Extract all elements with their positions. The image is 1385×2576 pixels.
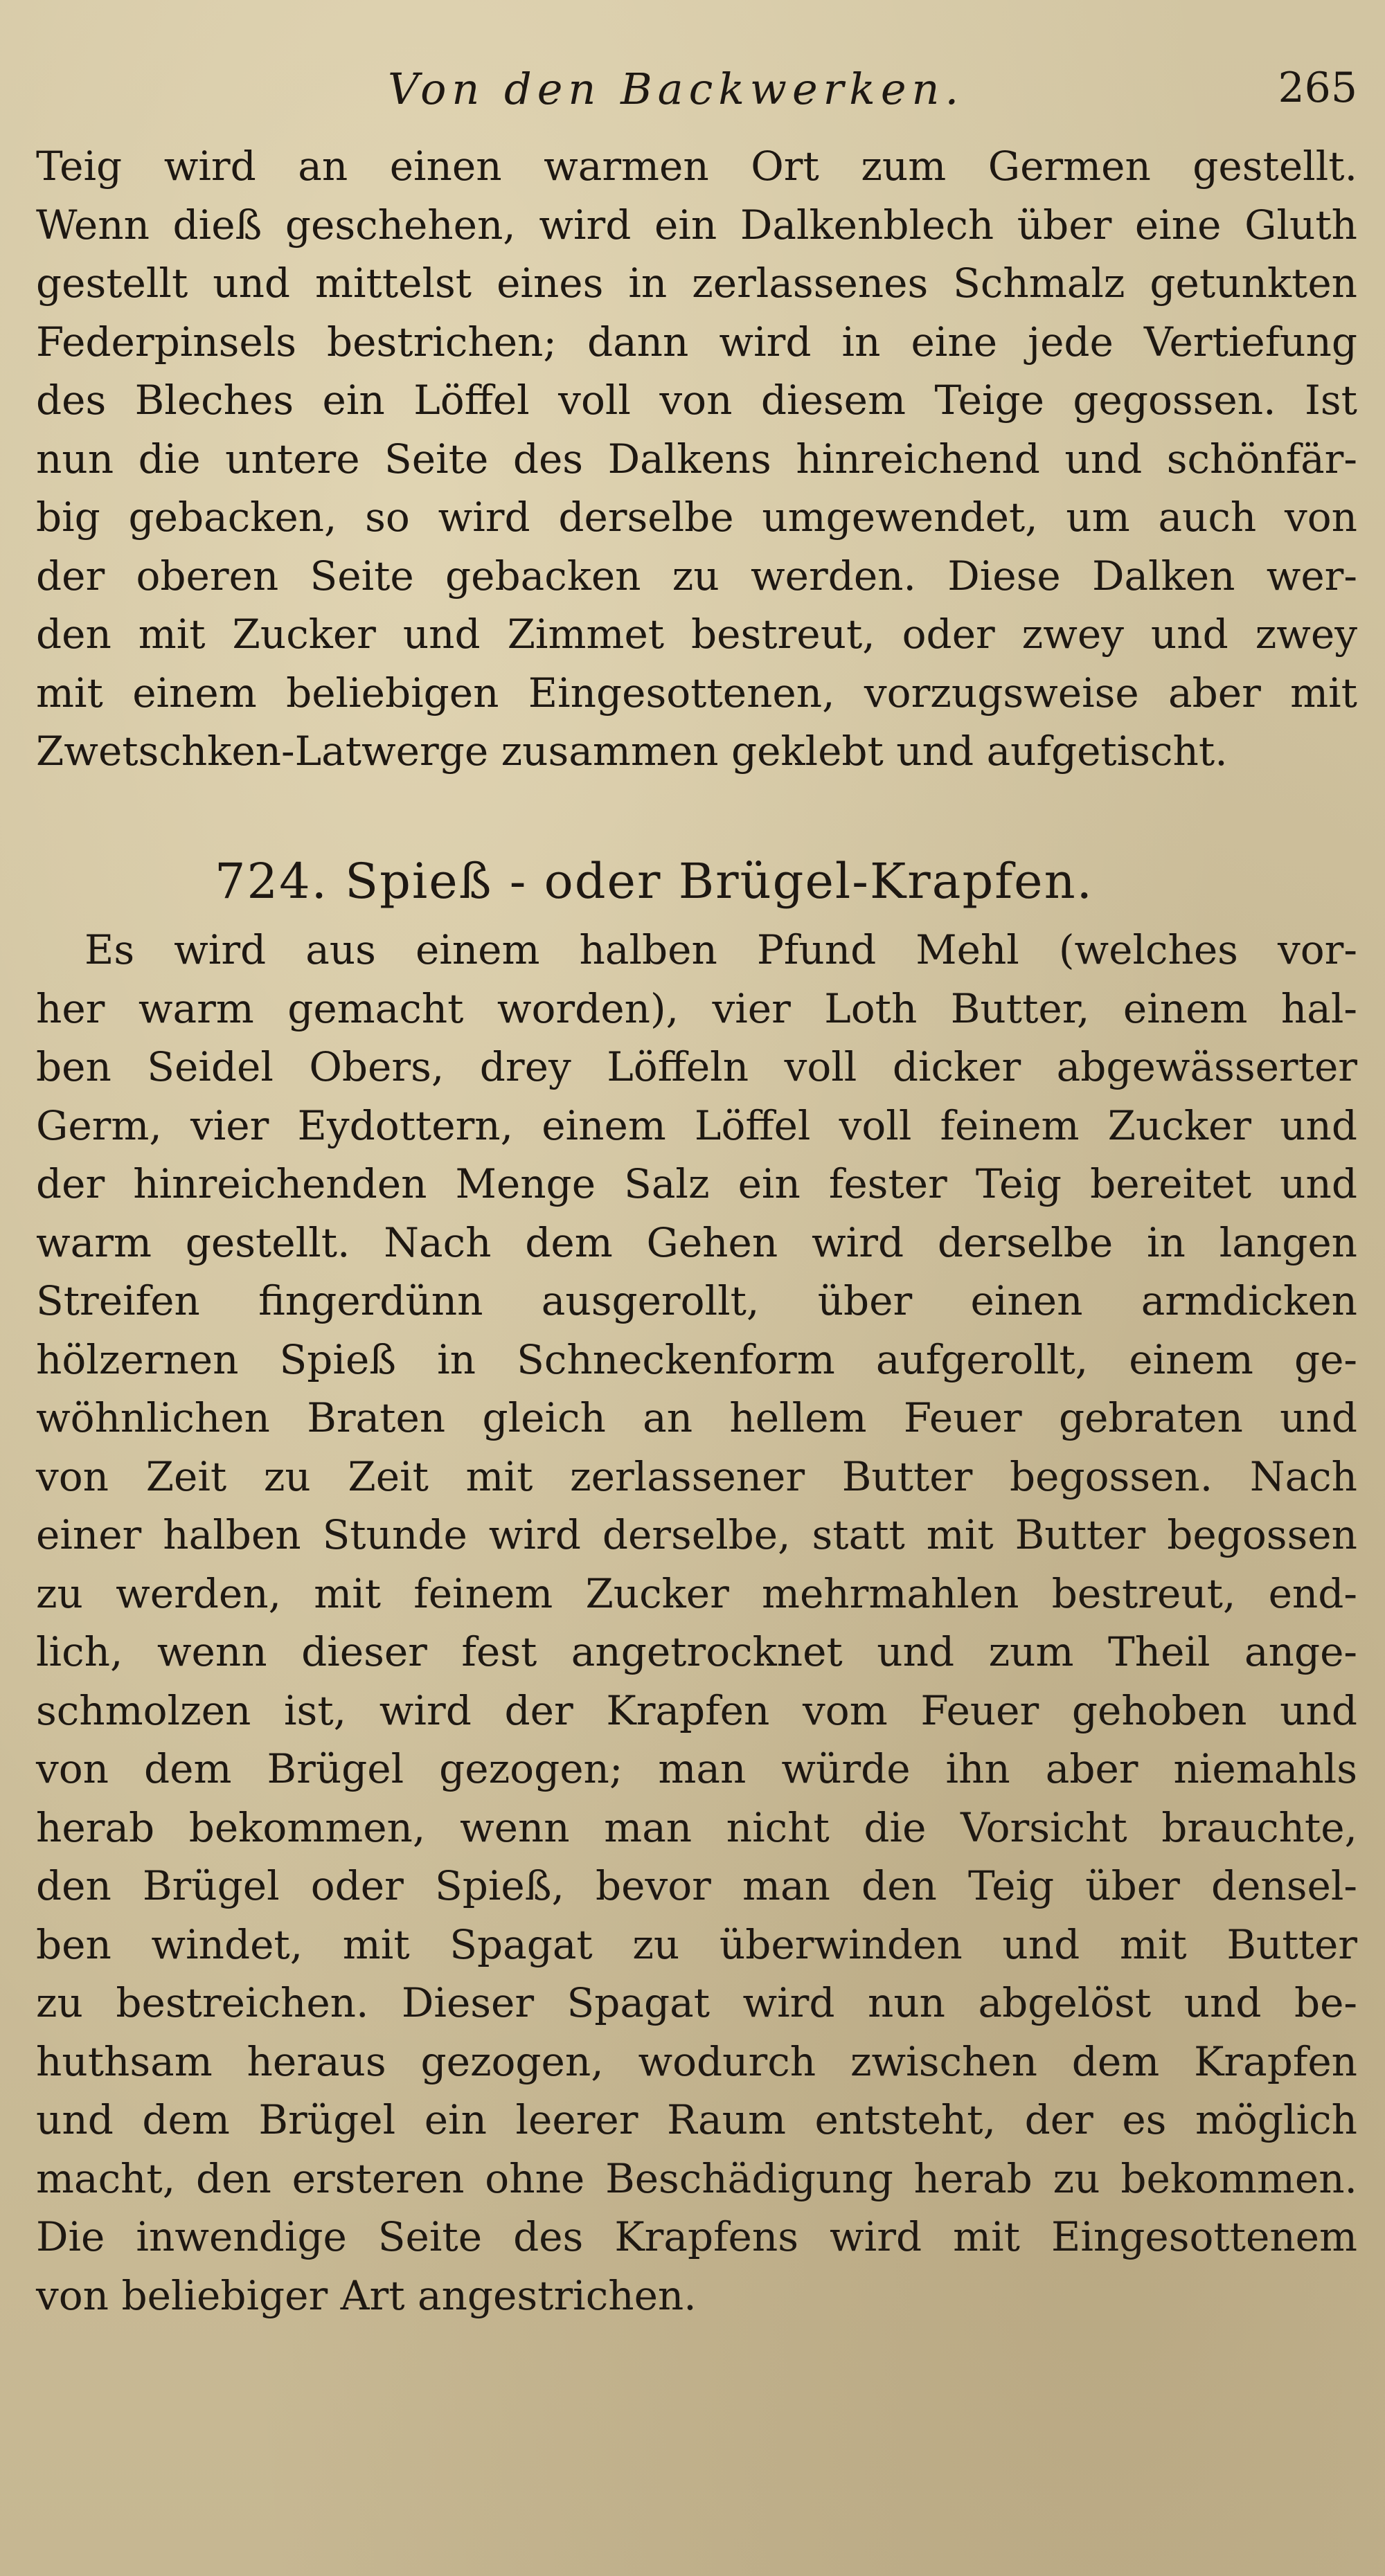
text-line: big gebacken, so wird derselbe umgewendet, um auch von xyxy=(36,494,1357,541)
text-line: Es wird aus einem halben Pfund Mehl (welches vor- xyxy=(84,926,1357,973)
text-line: lich, wenn dieser fest angetrocknet und zum Theil ange- xyxy=(36,1628,1357,1675)
text-line: hölzernen Spieß in Schneckenform aufgerollt, einem ge- xyxy=(36,1335,1357,1383)
text-line: zu werden, mit feinem Zucker mehrmahlen bestreut, end- xyxy=(36,1569,1357,1617)
text-line: Teig wird an einen warmen Ort zum Germen gestellt. xyxy=(36,143,1357,190)
text-line: Wenn dieß geschehen, wird ein Dalkenblech über eine Gluth xyxy=(36,201,1357,249)
text-line: wöhnlichen Braten gleich an hellem Feuer gebraten und xyxy=(36,1394,1357,1441)
text-line: ben Seidel Obers, drey Löffeln voll dicker abgewässerter xyxy=(36,1043,1357,1090)
text-line: ben windet, mit Spagat zu überwinden und mit Butter xyxy=(36,1920,1357,1968)
text-line: her warm gemacht worden), vier Loth Butter, einem hal- xyxy=(36,984,1357,1032)
text-line: der hinreichenden Menge Salz ein fester Teig bereitet und xyxy=(36,1160,1357,1207)
text-line: den Brügel oder Spieß, bevor man den Teig über densel- xyxy=(36,1862,1357,1909)
paragraph-continuation xyxy=(36,137,1357,781)
text-line: mit einem beliebigen Eingesottenen, vorzugsweise aber mit xyxy=(36,669,1357,717)
text-line: Germ, vier Eydottern, einem Löffel voll feinem Zucker und xyxy=(36,1101,1357,1149)
text-line: nun die untere Seite des Dalkens hinreichend und schönfär- xyxy=(36,435,1357,483)
text-line: schmolzen ist, wird der Krapfen vom Feuer gehoben und xyxy=(36,1686,1357,1734)
text-line: Streifen fingerdünn ausgerollt, über einen armdicken xyxy=(36,1277,1357,1324)
page-header xyxy=(388,64,1357,119)
recipe-heading: 724. Spieß - oder Brügel-Krapfen. xyxy=(215,853,1093,910)
text-line: einer halben Stunde wird derselbe, statt mit Butter begossen xyxy=(36,1511,1357,1558)
text-line: zu bestreichen. Dieser Spagat wird nun abgelöst und be- xyxy=(36,1979,1357,2026)
text-line: Zwetschken-Latwerge zusammen geklebt und aufgetischt. xyxy=(36,728,1228,775)
recipe-paragraph xyxy=(36,921,1357,2325)
text-line: gestellt und mittelst eines in zerlassenes Schmalz getunkten xyxy=(36,260,1357,307)
text-line: huthsam heraus gezogen, wodurch zwischen dem Krapfen xyxy=(36,2037,1357,2085)
text-line: von Zeit zu Zeit mit zerlassener Butter begossen. Nach xyxy=(36,1452,1357,1500)
text-line: Die inwendige Seite des Krapfens wird mit Eingesottenem xyxy=(36,2213,1357,2260)
text-line: der oberen Seite gebacken zu werden. Diese Dalken wer- xyxy=(36,552,1357,600)
text-line: und dem Brügel ein leerer Raum entsteht, der es möglich xyxy=(36,2096,1357,2143)
text-line: von beliebiger Art angestrichen. xyxy=(36,2271,697,2319)
text-line: warm gestellt. Nach dem Gehen wird derselbe in langen xyxy=(36,1218,1357,1266)
text-line: Federpinsels bestrichen; dann wird in eine jede Vertiefung xyxy=(36,318,1357,366)
text-line: herab bekommen, wenn man nicht die Vorsicht brauchte, xyxy=(36,1803,1357,1851)
page-number: 265 xyxy=(1278,64,1357,112)
text-line: macht, den ersteren ohne Beschädigung herab zu bekommen. xyxy=(36,2154,1357,2202)
text-line: von dem Brügel gezogen; man würde ihn aber niemahls xyxy=(36,1745,1357,1792)
running-head: Von den Backwerken. xyxy=(388,64,965,114)
text-line: des Bleches ein Löffel voll von diesem Teige gegossen. Ist xyxy=(36,377,1357,424)
text-line: den mit Zucker und Zimmet bestreut, oder zwey und zwey xyxy=(36,611,1357,658)
